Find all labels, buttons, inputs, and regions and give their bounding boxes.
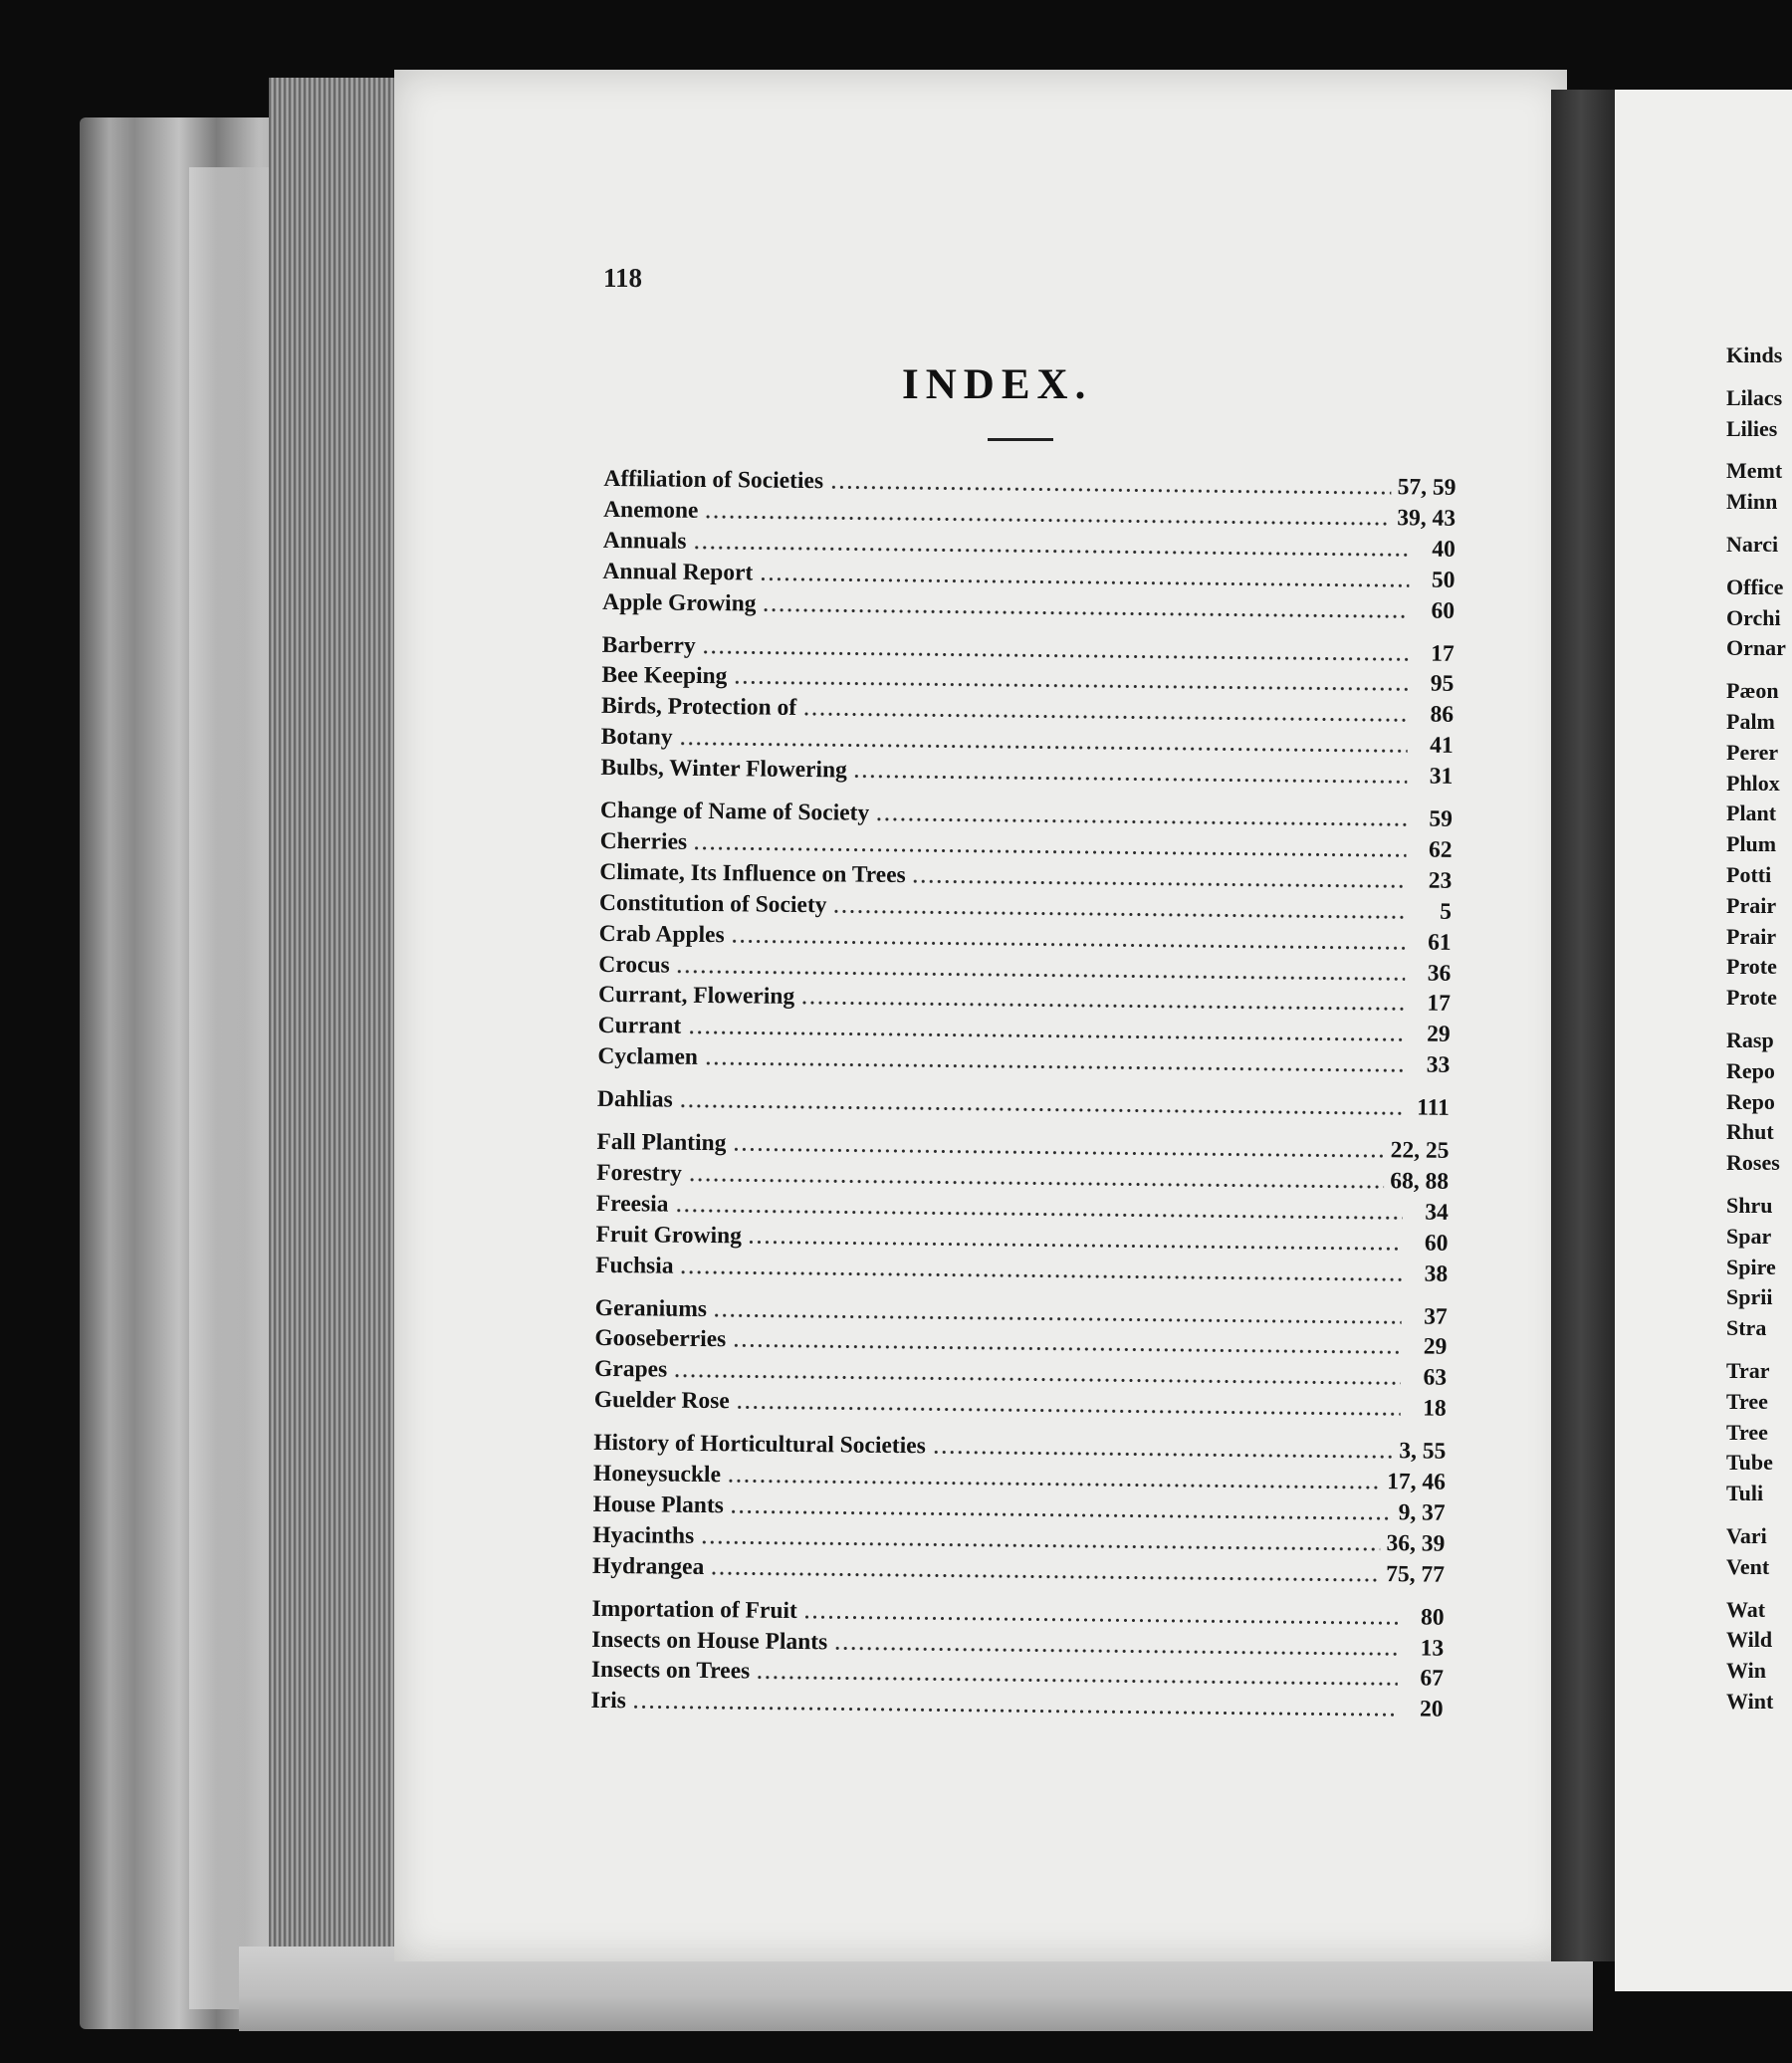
index-term: House Plants (592, 1490, 725, 1519)
facing-page-entry: Pæon (1726, 678, 1779, 704)
facing-page-entry: Palm (1726, 709, 1775, 734)
index-term: Change of Name of Society (599, 797, 870, 826)
index-page-refs: 80 (1420, 1604, 1445, 1631)
facing-page-entry: Prote (1726, 985, 1777, 1011)
index-term: Crab Apples (598, 920, 725, 948)
index-term: Botany (600, 724, 673, 751)
index-term: Hydrangea (591, 1552, 705, 1580)
facing-page-entry: Tuli (1726, 1481, 1764, 1506)
dot-leader (732, 1344, 1401, 1355)
index-page-refs: 17, 46 (1387, 1469, 1447, 1495)
index-term: Insects on House Plants (591, 1626, 828, 1655)
index-term: Bulbs, Winter Flowering (600, 754, 848, 784)
facing-page-entry: Wint (1726, 1689, 1774, 1714)
index-page-refs: 13 (1420, 1635, 1445, 1662)
index-page-refs: 39, 43 (1397, 505, 1456, 532)
facing-page-entry: Prote (1726, 954, 1777, 980)
index-term: Dahlias (596, 1085, 673, 1113)
dot-leader (912, 879, 1407, 888)
facing-page-entry: Wild (1726, 1627, 1773, 1653)
index-page-refs: 60 (1424, 1230, 1449, 1257)
facing-page-entry: Shru (1726, 1193, 1773, 1218)
index-page-refs: 62 (1428, 836, 1453, 863)
index-page-refs: 68, 88 (1390, 1168, 1450, 1195)
index-term: Barberry (601, 631, 696, 659)
index-page-refs: 9, 37 (1398, 1499, 1446, 1526)
index-term: Guelder Rose (593, 1387, 730, 1415)
dot-leader (932, 1450, 1394, 1459)
index-page-refs: 41 (1430, 732, 1454, 760)
facing-page-entry: Orchi (1726, 604, 1781, 630)
index-term: Geraniums (594, 1294, 708, 1322)
facing-page-entry: Wat (1726, 1596, 1766, 1622)
index-page-refs: 36, 39 (1386, 1529, 1446, 1557)
facing-page-entry: Ornar (1726, 635, 1786, 661)
index-term: Annual Report (602, 558, 754, 586)
dot-leader (692, 546, 1409, 558)
index-page-refs: 5 (1440, 898, 1453, 925)
index-term: Annuals (602, 527, 687, 555)
facing-page-entry: Minn (1726, 489, 1778, 515)
index-page-refs: 95 (1430, 670, 1455, 698)
facing-page-entry: Lilacs (1726, 384, 1783, 410)
index-term: Gooseberries (594, 1325, 727, 1353)
dot-leader (673, 1374, 1401, 1386)
facing-page-entry: Office (1726, 573, 1784, 599)
index-page-refs: 20 (1419, 1696, 1444, 1723)
index-term: Cyclamen (597, 1043, 699, 1071)
index-term: Grapes (593, 1356, 668, 1383)
facing-page-entry: Tube (1726, 1450, 1773, 1476)
index-page-refs: 67 (1420, 1665, 1445, 1693)
dot-leader (829, 485, 1392, 495)
facing-page-entry: Trar (1726, 1358, 1770, 1383)
facing-page-entry: Repo (1726, 1057, 1775, 1083)
facing-page-entry: Sprii (1726, 1284, 1773, 1310)
index-term: Currant (597, 1013, 682, 1040)
index-term: Forestry (596, 1159, 683, 1187)
index-page-refs: 33 (1426, 1051, 1451, 1079)
index-term: Importation of Fruit (591, 1595, 797, 1624)
index-page-refs: 34 (1425, 1199, 1449, 1226)
page-title: INDEX. (902, 361, 1093, 408)
dot-leader (704, 1061, 1404, 1072)
index-term: Anemone (603, 496, 699, 524)
page-number: 118 (603, 263, 643, 293)
dot-leader (674, 1208, 1402, 1220)
facing-page-entry: Rasp (1726, 1028, 1774, 1052)
facing-page-entry: Perer (1726, 739, 1779, 765)
facing-page-entry: Repo (1726, 1088, 1775, 1114)
facing-page-entry: Roses (1726, 1150, 1780, 1176)
index-term: Birds, Protection of (600, 693, 797, 722)
index-term: Insects on Trees (590, 1657, 751, 1685)
dot-leader (759, 576, 1409, 587)
facing-page-entry: Stra (1726, 1315, 1767, 1341)
index-term: Fruit Growing (595, 1221, 743, 1250)
dot-leader (756, 1676, 1398, 1687)
dot-leader (800, 1001, 1405, 1011)
facing-page-entry: Memt (1726, 458, 1783, 484)
index-page-refs: 29 (1423, 1333, 1448, 1361)
dot-leader (732, 1147, 1384, 1158)
index-page-refs: 61 (1428, 929, 1452, 956)
facing-page-entry: Spar (1726, 1223, 1772, 1249)
index-page-refs: 17 (1431, 640, 1455, 667)
dot-leader (676, 969, 1406, 981)
index-page-refs: 57, 59 (1397, 474, 1456, 501)
dot-leader (833, 1646, 1398, 1656)
index-term: Hyacinths (592, 1521, 695, 1549)
index-page-refs: 17 (1427, 990, 1452, 1018)
index-term: History of Horticultural Societies (593, 1429, 926, 1460)
facing-page-entry: Plum (1726, 831, 1777, 857)
facing-page-entry: Vent (1726, 1553, 1770, 1579)
index-page-refs: 50 (1431, 567, 1456, 593)
dot-leader (632, 1706, 1398, 1718)
dot-leader (731, 939, 1406, 950)
index-term: Cherries (599, 827, 688, 855)
dot-leader (688, 1178, 1385, 1189)
dot-leader (748, 1240, 1403, 1251)
index-term: Freesia (595, 1190, 669, 1218)
index-term: Bee Keeping (601, 662, 728, 690)
index-page-refs: 22, 25 (1390, 1137, 1450, 1164)
index-page-refs: 23 (1428, 867, 1453, 894)
index-page-refs: 18 (1423, 1395, 1447, 1422)
facing-page-entry: Rhut (1726, 1119, 1774, 1145)
facing-page-entry: Plant (1726, 801, 1777, 826)
index-term: Honeysuckle (592, 1460, 722, 1489)
dot-leader (704, 515, 1391, 526)
index-page-refs: 38 (1424, 1261, 1449, 1287)
index-term: Iris (590, 1688, 626, 1715)
index-page-refs: 59 (1429, 805, 1454, 832)
dot-leader (727, 1479, 1381, 1490)
index-page-refs: 40 (1432, 536, 1456, 563)
dot-leader (710, 1571, 1380, 1582)
dot-leader (679, 1269, 1402, 1281)
facing-page-entry: Kinds (1726, 343, 1783, 367)
dot-leader (853, 775, 1408, 785)
facing-page-entry: Phlox (1726, 770, 1780, 796)
index-page-refs: 75, 77 (1386, 1560, 1446, 1588)
facing-page-entry: Win (1726, 1658, 1766, 1684)
index-page-refs: 63 (1423, 1364, 1448, 1392)
dot-leader (736, 1406, 1401, 1417)
dot-leader (730, 1509, 1393, 1520)
index-page-refs: 31 (1429, 763, 1454, 790)
index-term: Constitution of Society (598, 889, 827, 918)
index-page-refs: 111 (1417, 1094, 1451, 1121)
facing-page-entry: Vari (1726, 1523, 1767, 1548)
index-page-refs: 60 (1431, 597, 1456, 624)
index-term: Currant, Flowering (597, 982, 795, 1011)
dot-leader (678, 742, 1407, 754)
facing-page-entry: Prair (1726, 923, 1777, 949)
dot-leader (803, 1615, 1399, 1625)
dot-leader (762, 607, 1409, 618)
index-entry (597, 1083, 1450, 1122)
dot-leader (713, 1313, 1402, 1324)
index-term: Crocus (598, 951, 670, 979)
index-page-refs: 3, 55 (1399, 1438, 1447, 1465)
facing-page-entry: Spire (1726, 1254, 1776, 1279)
index-page-refs: 86 (1430, 701, 1455, 729)
index-page-refs: 37 (1424, 1303, 1448, 1330)
index-page-refs: 29 (1427, 1021, 1451, 1048)
dot-leader (693, 846, 1407, 858)
dot-leader (700, 1540, 1380, 1551)
dot-leader (702, 649, 1409, 660)
dot-leader (832, 909, 1406, 919)
facing-page-entry: Prair (1726, 892, 1777, 918)
facing-page-entry: Narci (1726, 532, 1779, 557)
dot-leader (802, 712, 1408, 722)
dot-leader (687, 1031, 1404, 1042)
facing-page-entry: Tree (1726, 1419, 1768, 1445)
index-page-refs: 36 (1427, 960, 1452, 987)
dot-leader (733, 681, 1408, 692)
dot-leader (875, 817, 1407, 827)
dot-leader (679, 1104, 1404, 1116)
index-term: Fall Planting (596, 1128, 727, 1157)
facing-page-entry: Potti (1726, 862, 1772, 887)
facing-page-entry: Tree (1726, 1388, 1768, 1414)
index-term: Climate, Its Influence on Trees (599, 858, 906, 888)
index-term: Fuchsia (595, 1252, 674, 1279)
index-term: Apple Growing (602, 588, 757, 617)
facing-page-entry: Lilies (1726, 415, 1778, 441)
index-term: Affiliation of Societies (603, 465, 824, 495)
